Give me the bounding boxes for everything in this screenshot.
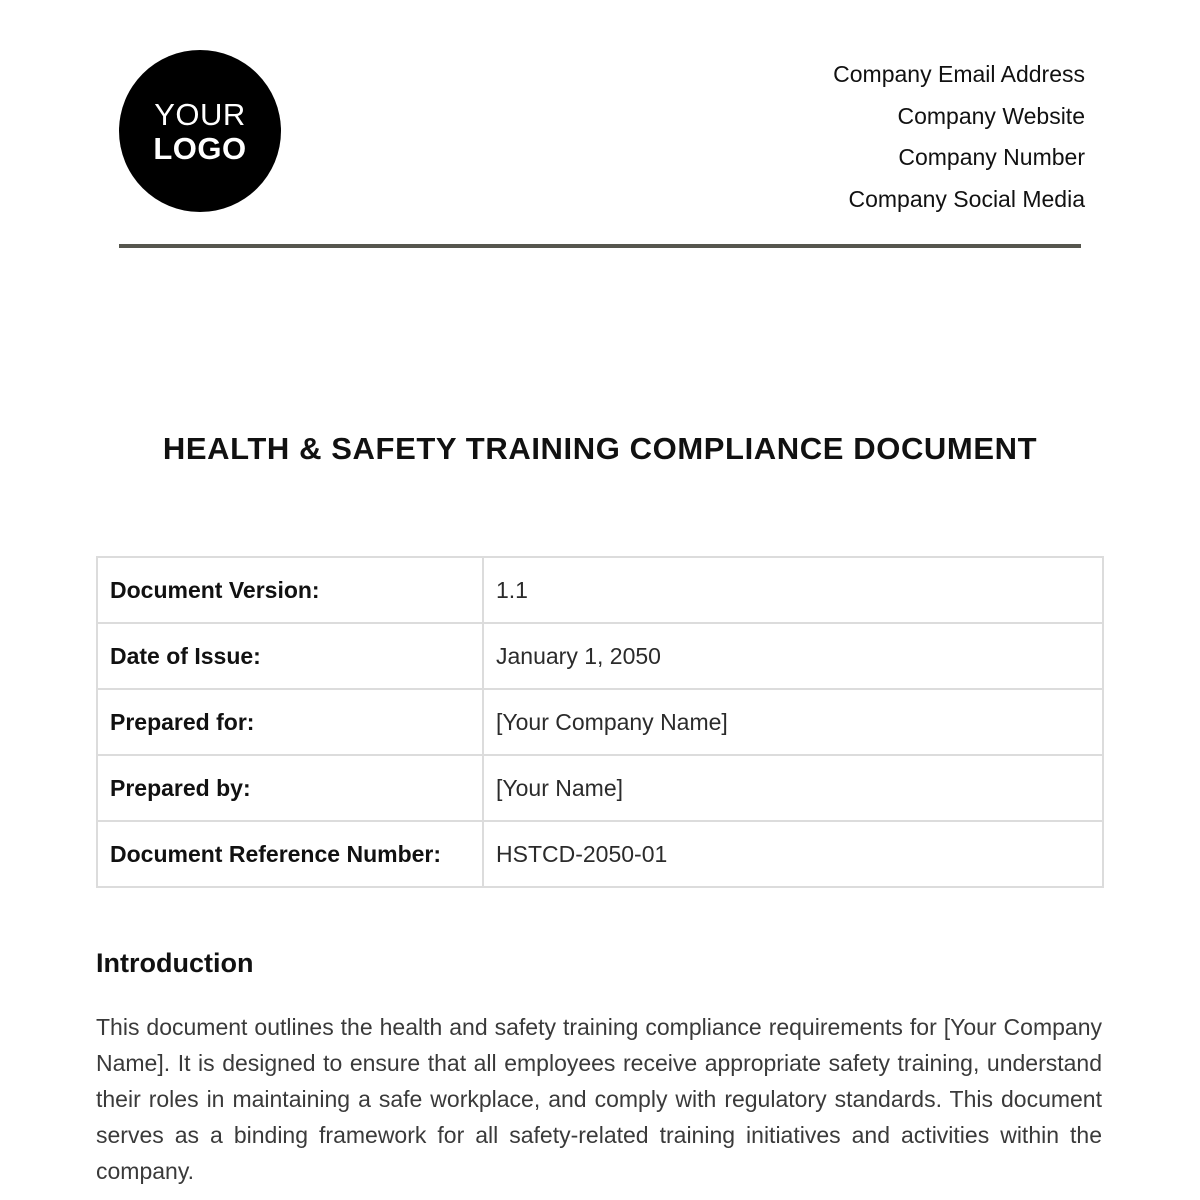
introduction-heading: Introduction xyxy=(96,948,254,978)
company-contact-block xyxy=(833,54,1085,220)
company-logo xyxy=(119,50,281,212)
row-label-reference-number: Document Reference Number: xyxy=(97,821,483,887)
table-row xyxy=(97,557,1103,623)
row-label-document-version: Document Version: xyxy=(97,557,483,623)
table-row xyxy=(97,689,1103,755)
row-value-reference-number: HSTCD-2050-01 xyxy=(483,821,1103,887)
table-row xyxy=(97,821,1103,887)
row-label-prepared-for: Prepared for: xyxy=(97,689,483,755)
company-website: Company Website xyxy=(897,102,1085,129)
row-value-date-of-issue: January 1, 2050 xyxy=(483,623,1103,689)
row-value-prepared-for: [Your Company Name] xyxy=(483,689,1103,755)
row-value-document-version: 1.1 xyxy=(483,557,1103,623)
document-info-table xyxy=(96,556,1104,888)
row-value-prepared-by: [Your Name] xyxy=(483,755,1103,821)
document-title: HEALTH & SAFETY TRAINING COMPLIANCE DOCUMENT xyxy=(162,431,1038,466)
table-row xyxy=(97,755,1103,821)
company-social-media: Company Social Media xyxy=(848,185,1085,212)
logo-text-your: YOUR xyxy=(154,96,246,132)
row-label-date-of-issue: Date of Issue: xyxy=(97,623,483,689)
logo-text-logo: LOGO xyxy=(153,130,247,166)
row-label-prepared-by: Prepared by: xyxy=(97,755,483,821)
company-email: Company Email Address xyxy=(833,61,1085,87)
introduction-paragraph: This document outlines the health and safety training compliance requirements for [Your Company Name]. It is designed to ensure that all employees receive appropriate safety training, understand their roles in maintaining a safe workplace, and comply with regulatory standards. This document serves as a binding framework for all safety-related training initiatives and activities within the company. xyxy=(96,1014,1102,1184)
header-divider xyxy=(119,244,1081,248)
company-number: Company Number xyxy=(898,144,1085,170)
table-row xyxy=(97,623,1103,689)
